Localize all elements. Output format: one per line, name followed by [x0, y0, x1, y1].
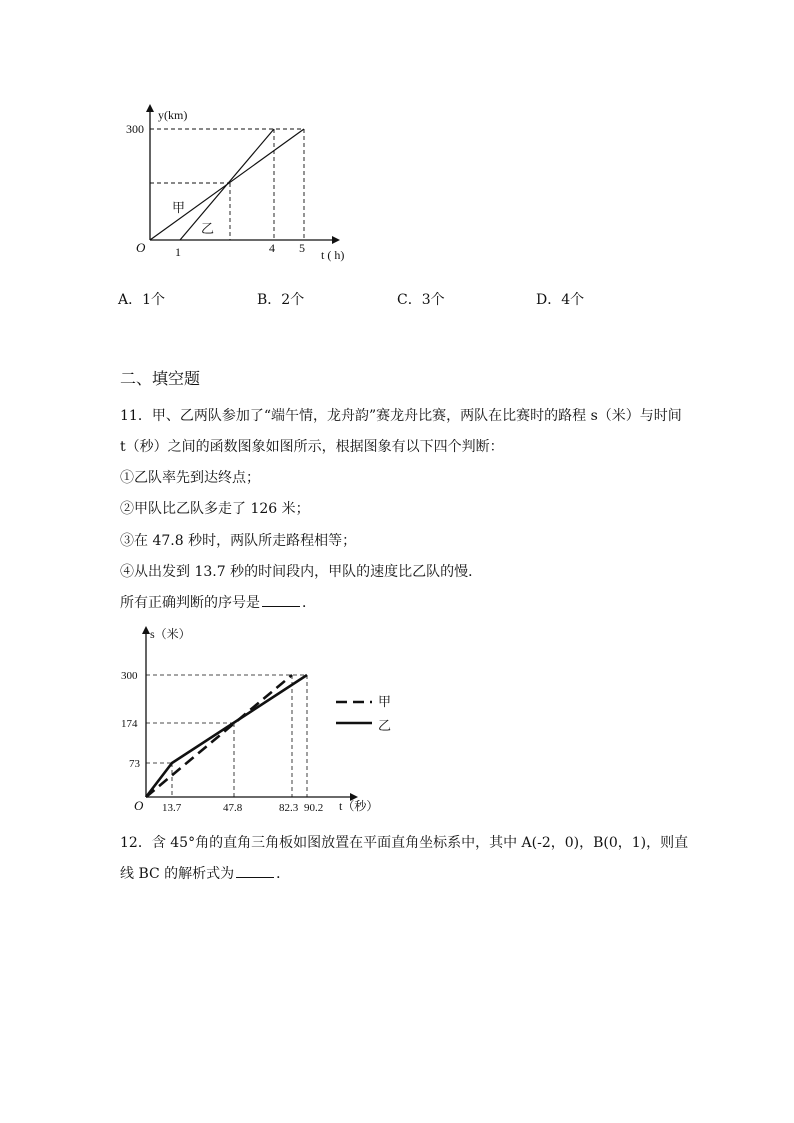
q11-question-end: ．: [302, 595, 316, 611]
q11-statement-3: ③在 47.8 秒时，两队所走路程相等；: [120, 533, 357, 549]
figure2-graph: [110, 620, 410, 820]
q11-line1: 11．甲、乙两队参加了“端午情，龙舟韵”赛龙舟比赛，两队在比赛时的路程 s（米）与时间: [120, 408, 682, 424]
figure2-x-tick-47-8: 47.8: [223, 802, 243, 814]
figure1-y-axis-label: y(km): [158, 108, 188, 122]
q11-question: [120, 592, 316, 612]
q11-line2: t（秒）之间的函数图象如图所示，根据图象有以下四个判断：: [120, 439, 504, 455]
answer-options: [118, 289, 678, 309]
option-d[interactable]: D．4个: [536, 292, 585, 308]
figure2-legend-yi-label: 乙: [378, 718, 392, 733]
figure2-y-arrow: [142, 626, 150, 634]
q12-line2-end: ．: [276, 866, 291, 882]
q11-statement-2: ②甲队比乙队多走了 126 米；: [120, 501, 310, 517]
figure1-y-tick-300: 300: [126, 122, 144, 136]
figure2-y-tick-174: 174: [121, 718, 138, 730]
q12-answer-blank[interactable]: [236, 865, 274, 878]
q11-statement-4: ④从出发到 13.7 秒的时间段内，甲队的速度比乙队的慢．: [120, 564, 483, 580]
figure1-line-yi: [180, 129, 274, 240]
q11-answer-blank[interactable]: [262, 594, 300, 607]
q12-line2: [120, 863, 290, 883]
figure1-x-tick-1: 1: [175, 245, 181, 259]
figure1-x-tick-5: 5: [299, 241, 305, 255]
q11-statement-1: ①乙队率先到达终点；: [120, 470, 260, 486]
figure1-graph: [110, 100, 370, 270]
figure2-line-jia: [146, 675, 292, 797]
figure2-y-axis-label: s（米）: [150, 627, 191, 641]
option-a[interactable]: A．1个: [118, 292, 166, 308]
figure1-label-yi: 乙: [201, 221, 215, 236]
figure1-x-arrow: [332, 236, 340, 244]
figure1-label-jia: 甲: [172, 200, 186, 215]
figure2-y-tick-73: 73: [129, 758, 140, 770]
option-b[interactable]: B．2个: [257, 292, 305, 308]
section-title: 二、填空题: [120, 369, 201, 388]
figure1-origin-label: O: [136, 240, 146, 255]
figure2-x-tick-13-7: 13.7: [162, 802, 182, 814]
figure2-line-yi: [146, 675, 307, 797]
figure2-x-tick-90-2: 90.2: [304, 802, 324, 814]
figure1-x-tick-4: 4: [269, 241, 275, 255]
figure2-legend-jia-label: 甲: [378, 694, 392, 709]
figure2-x-tick-82-3: 82.3: [279, 802, 299, 814]
figure2-y-tick-300: 300: [121, 670, 138, 682]
q12-line1: 12．含 45°角的直角三角板如图放置在平面直角坐标系中，其中 A(-2，0)，B(0，1)，则直: [120, 835, 689, 851]
figure2-origin-label: O: [134, 798, 144, 813]
q12-line2-text: 线 BC 的解析式为: [120, 866, 235, 882]
option-c[interactable]: C．3个: [397, 292, 445, 308]
q11-question-text: 所有正确判断的序号是: [120, 595, 260, 611]
figure1-y-arrow: [146, 104, 154, 112]
figure2-x-axis-label: t（秒）: [339, 799, 379, 813]
figure1-x-axis-label: t ( h): [321, 248, 345, 262]
